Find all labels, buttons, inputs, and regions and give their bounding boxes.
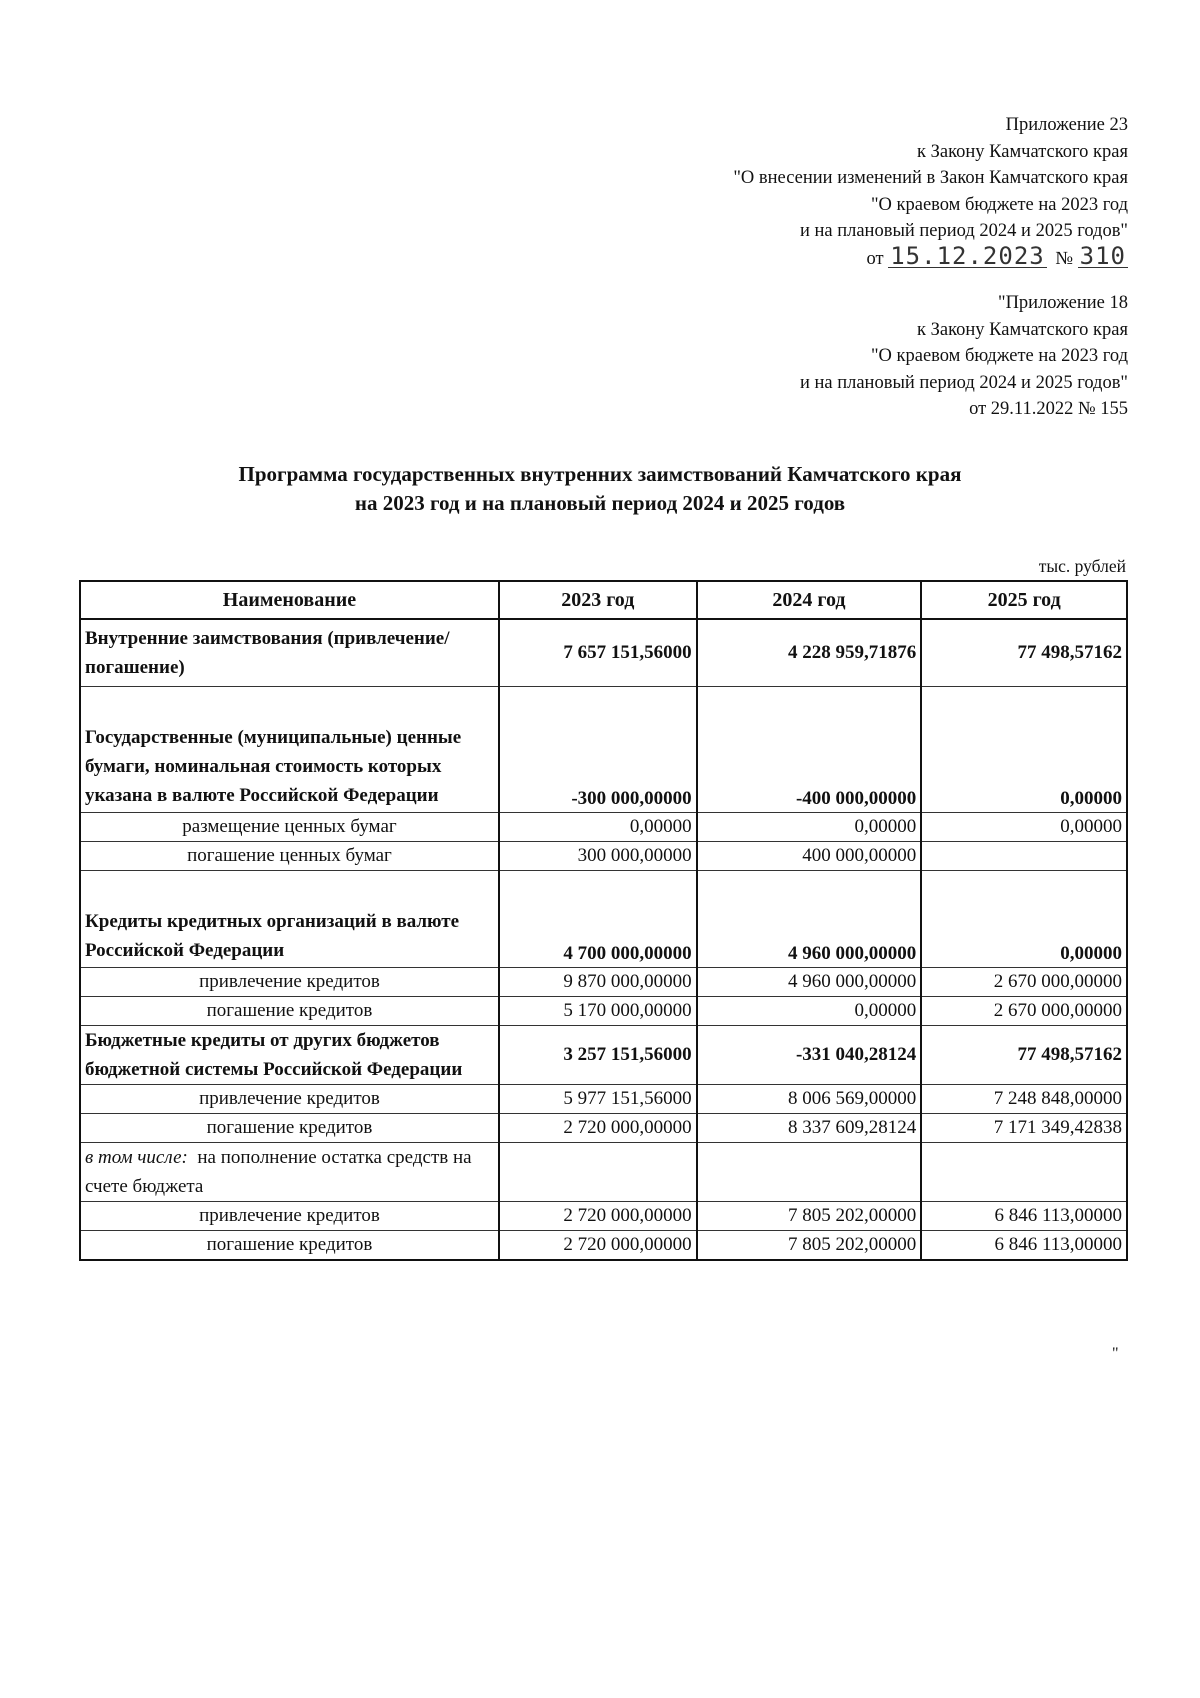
row-name: погашение кредитов [80, 1114, 499, 1143]
value-2024: 8 337 609,28124 [697, 1114, 922, 1143]
header-line: "Приложение 18 [998, 293, 1128, 313]
value-2023: 2 720 000,00000 [499, 1114, 697, 1143]
spacer [85, 687, 494, 723]
value-2023: 0,00000 [499, 813, 697, 842]
column-header-2024: 2024 год [697, 581, 922, 619]
value-2024: -400 000,00000 [697, 687, 922, 813]
title-line-2: на 2023 год и на плановый период 2024 и 2025 годов [354, 491, 846, 515]
page-title [0, 460, 1200, 518]
value-2024: 4 960 000,00000 [697, 968, 922, 997]
value-2025: 77 498,57162 [921, 1026, 1127, 1085]
table-row [80, 842, 1127, 871]
header-line: к Закону Камчатского края [917, 319, 1128, 340]
row-name: Кредиты кредитных организаций в валюте Российской Федерации [85, 911, 460, 961]
header-line: и на плановый период 2024 и 2025 годов" [799, 372, 1128, 393]
row-name: привлечение кредитов [80, 1085, 499, 1114]
column-header-name: Наименование [80, 581, 499, 619]
number-prefix: № [1055, 248, 1074, 269]
value-2023: 3 257 151,56000 [499, 1026, 697, 1085]
table-row-securities [80, 687, 1127, 813]
header-line: "О краевом бюджете на 2023 год [870, 194, 1128, 215]
value-2023: 9 870 000,00000 [499, 968, 697, 997]
value-2023: 4 700 000,00000 [499, 871, 697, 968]
including-prefix: в том числе: [85, 1147, 188, 1168]
value-2024: 0,00000 [697, 997, 922, 1026]
row-name: привлечение кредитов [80, 968, 499, 997]
row-name: Государственные (муниципальные) ценные бумаги, номинальная стоимость которых указана в валюте Российской Федерации [85, 727, 462, 806]
header-line: к Закону Камчатского края [917, 141, 1128, 162]
table-header-row [80, 581, 1127, 619]
table-row [80, 813, 1127, 842]
row-name: погашение кредитов [80, 1231, 499, 1261]
value-2023: 2 720 000,00000 [499, 1202, 697, 1231]
row-name: погашение кредитов [80, 997, 499, 1026]
value-2023: 5 170 000,00000 [499, 997, 697, 1026]
table-row-budget-credits [80, 1026, 1127, 1085]
row-name: привлечение кредитов [80, 1202, 499, 1231]
units-label: тыс. рублей [1038, 556, 1126, 576]
value-2025: 7 171 349,42838 [921, 1114, 1127, 1143]
value-2025: 0,00000 [921, 813, 1127, 842]
value-2024: 7 805 202,00000 [697, 1202, 922, 1231]
table-row [80, 997, 1127, 1026]
value-2024: 4 228 959,71876 [697, 619, 922, 687]
value-2023: 300 000,00000 [499, 842, 697, 871]
value-2024: 8 006 569,00000 [697, 1085, 922, 1114]
value-2024: -331 040,28124 [697, 1026, 922, 1085]
header-line: "О краевом бюджете на 2023 год [870, 346, 1128, 366]
table-row [80, 968, 1127, 997]
value-2025: 7 248 848,00000 [921, 1085, 1127, 1114]
value-2024: 0,00000 [697, 813, 922, 842]
original-appendix-header [800, 290, 1128, 423]
date-prefix: от [866, 248, 884, 269]
spacer [85, 871, 494, 907]
table-row [80, 1114, 1127, 1143]
row-name: размещение ценных бумаг [80, 813, 499, 842]
value-2025 [921, 842, 1127, 871]
value-2025: 2 670 000,00000 [921, 997, 1127, 1026]
table-row-including-note [80, 1143, 1127, 1202]
table-row-total [80, 619, 1127, 687]
value-2025: 6 846 113,00000 [921, 1202, 1127, 1231]
value-2023: 2 720 000,00000 [499, 1231, 697, 1261]
value-2023: 5 977 151,56000 [499, 1085, 697, 1114]
value-2023: 7 657 151,56000 [499, 619, 697, 687]
value-2024: 400 000,00000 [697, 842, 922, 871]
value-2023 [499, 1143, 697, 1202]
value-2024 [697, 1143, 922, 1202]
header-line: от 29.11.2022 № 155 [969, 399, 1128, 419]
value-2023: -300 000,00000 [499, 687, 697, 813]
value-2024: 4 960 000,00000 [697, 871, 922, 968]
row-name: погашение ценных бумаг [80, 842, 499, 871]
column-header-2023: 2023 год [499, 581, 697, 619]
header-line: и на плановый период 2024 и 2025 годов" [799, 221, 1128, 241]
row-name: Бюджетные кредиты от других бюджетов бюджетной системы Российской Федерации [80, 1026, 499, 1085]
law-date-number [866, 241, 1128, 273]
row-name: на пополнение остатка средств на счете бюджета [85, 1147, 472, 1197]
handwritten-number: 310 [1079, 241, 1126, 270]
value-2025: 0,00000 [921, 871, 1127, 968]
header-line: Приложение 23 [1005, 115, 1128, 135]
table-row [80, 1202, 1127, 1231]
amendment-header [733, 112, 1128, 272]
header-line: "О внесении изменений в Закон Камчатского края [733, 168, 1128, 188]
value-2025 [921, 1143, 1127, 1202]
value-2024: 7 805 202,00000 [697, 1231, 922, 1261]
row-name: Внутренние заимствования (привлечение/погашение) [80, 619, 499, 687]
value-2025: 6 846 113,00000 [921, 1231, 1127, 1261]
closing-quote-mark: " [1112, 1345, 1119, 1362]
table-row [80, 1085, 1127, 1114]
value-2025: 77 498,57162 [921, 619, 1127, 687]
value-2025: 0,00000 [921, 687, 1127, 813]
table-row [80, 1231, 1127, 1261]
handwritten-date: 15.12.2023 [890, 241, 1045, 270]
value-2025: 2 670 000,00000 [921, 968, 1127, 997]
title-line-1: Программа государственных внутренних заимствований Камчатского края [238, 462, 962, 486]
column-header-2025: 2025 год [921, 581, 1127, 619]
table-row-bank-credits [80, 871, 1127, 968]
borrowing-program-table [79, 580, 1128, 1261]
